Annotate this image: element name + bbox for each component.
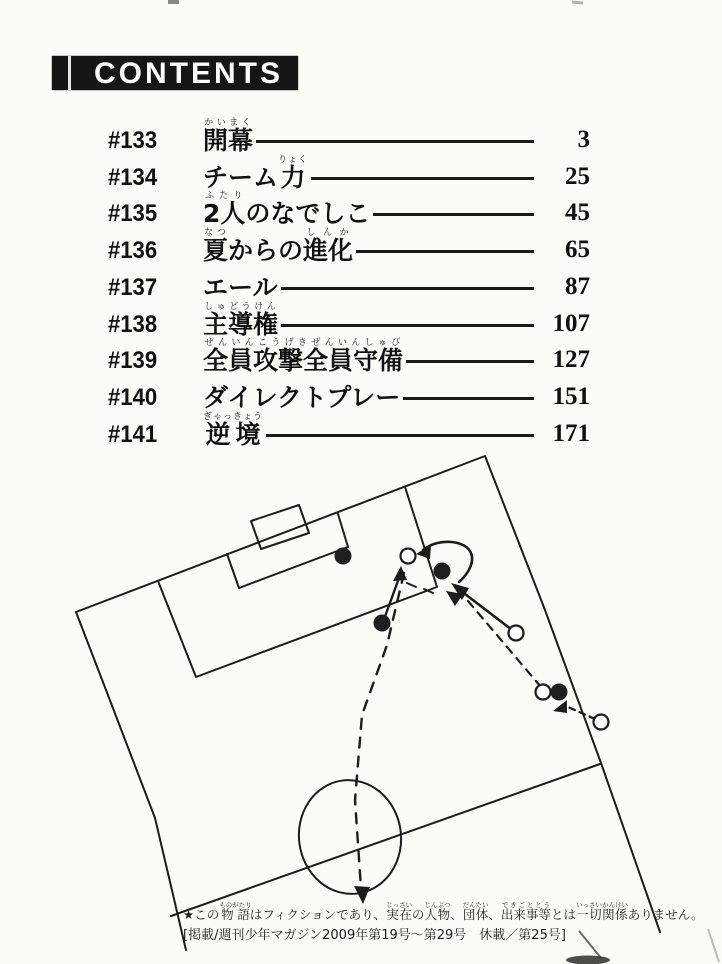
goal-area — [227, 514, 348, 588]
pass-dashed-line — [468, 601, 541, 687]
field-outline — [76, 456, 660, 950]
leader-line — [281, 287, 534, 290]
disclaimer-text: ★この物語ものがたりはフィクションであり、実在じっさいの人物じんぶつ、団体だんたい、出来事等できごととうとは一切関係いっさいかんけいありません。 — [183, 901, 704, 922]
chapter-number: #134 — [108, 163, 158, 191]
chapter-page-number: 127 — [552, 346, 590, 374]
chapter-number: #133 — [108, 126, 158, 154]
leader-line — [256, 140, 534, 143]
chapter-page-number: 65 — [565, 236, 590, 263]
chapter-title: 逆境ぎゃっきょう — [203, 411, 264, 449]
player-marker-white — [536, 685, 551, 700]
page-title: CONTENTS — [94, 57, 283, 90]
chapter-number: #139 — [108, 347, 158, 375]
publication-note: [掲載/週刊少年マガジン2009年第19号～第29号 休載／第25号] — [183, 928, 566, 944]
chapter-page-number: 3 — [577, 125, 590, 153]
leader-line — [403, 397, 534, 400]
leader-line — [281, 324, 534, 327]
arrowhead-downleft — [553, 700, 567, 713]
chapter-number: #136 — [108, 237, 158, 264]
leader-line — [266, 434, 534, 437]
chapter-page-number: 45 — [565, 199, 590, 227]
chapter-number: #141 — [108, 420, 158, 448]
chapter-number: #138 — [108, 310, 158, 338]
player-marker-white — [509, 626, 524, 641]
player-marker-black — [335, 548, 352, 565]
chapter-page-number: 151 — [552, 383, 590, 410]
chapter-row — [108, 265, 590, 302]
chapter-title: チーム力りょく — [203, 154, 309, 192]
chapter-row — [108, 118, 590, 155]
leader-line — [356, 250, 534, 253]
player-marker-white — [401, 549, 416, 564]
chapter-title: 全員攻撃全員守備ぜんいんこうげきぜんいんしゅび — [203, 338, 404, 376]
players — [335, 548, 609, 730]
chapter-page-number: 25 — [565, 162, 590, 190]
chapter-page-number: 87 — [565, 272, 590, 300]
chapter-row — [108, 302, 590, 339]
chapter-title: 開幕かいまく — [203, 117, 254, 155]
chapter-page-number: 171 — [552, 419, 590, 447]
chapter-page-number: 107 — [552, 309, 590, 337]
chapter-title: エール — [203, 272, 278, 302]
chapter-row — [108, 155, 590, 192]
chapter-row — [108, 192, 590, 229]
leader-line — [373, 213, 534, 216]
chapter-row — [108, 228, 590, 265]
chapter-title: 2人ふたりのなでしこ — [203, 191, 371, 229]
player-marker-black — [374, 615, 391, 632]
player-marker-black — [551, 684, 568, 701]
chapter-list — [108, 118, 590, 449]
chapter-number: #137 — [108, 273, 158, 301]
chapter-row — [108, 375, 590, 412]
chapter-row — [108, 412, 590, 449]
chapter-number: #140 — [108, 384, 158, 411]
player-marker-white — [594, 715, 609, 730]
leader-line — [406, 360, 534, 363]
chapter-row — [108, 339, 590, 376]
chapter-title: ダイレクトプレー — [203, 383, 401, 412]
halfway-line — [171, 764, 600, 916]
mini-dashes — [407, 583, 433, 593]
center-circle — [292, 773, 409, 900]
penalty-area — [158, 487, 437, 677]
chapter-title: 主導権しゅどうけん — [203, 301, 279, 339]
chapter-title: 夏なつからの進化しんか — [203, 228, 354, 265]
leader-line — [311, 177, 534, 180]
player-marker-black — [434, 563, 451, 580]
footer — [183, 901, 704, 944]
chapter-number: #135 — [108, 200, 158, 228]
